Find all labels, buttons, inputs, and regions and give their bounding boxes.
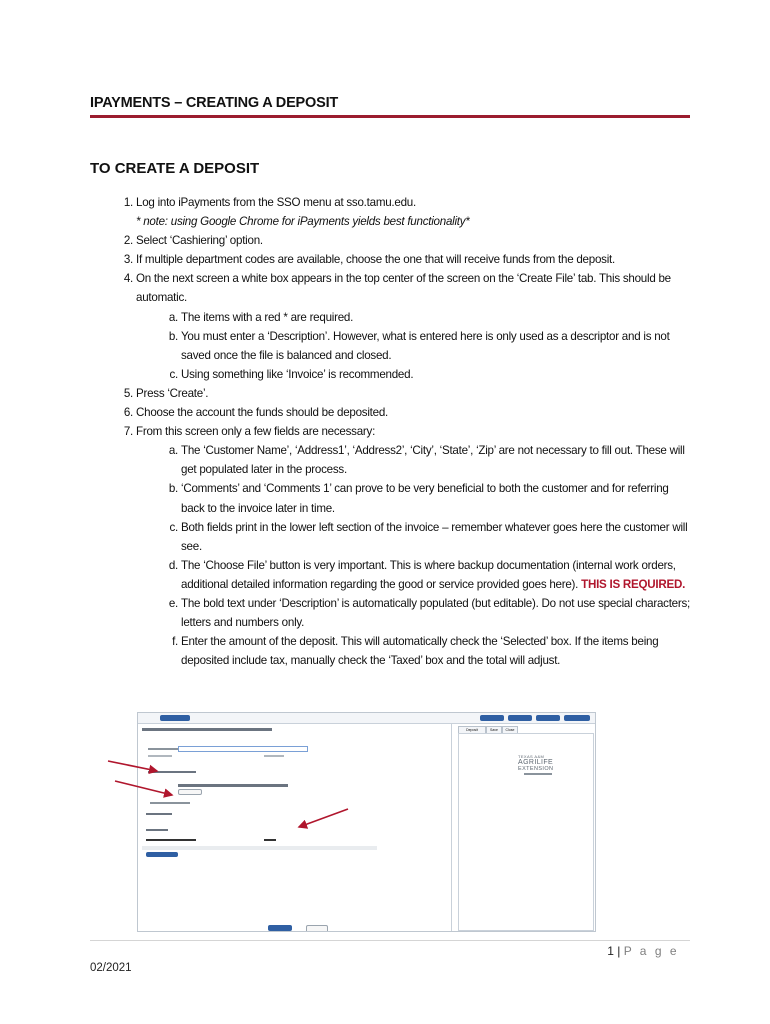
screenshot-preview-text xyxy=(524,773,552,775)
ipayments-screenshot xyxy=(137,712,596,932)
screenshot-toolbar-button xyxy=(508,715,532,721)
agrilife-logo: TEXAS A&M AGRILIFE EXTENSION xyxy=(518,754,554,772)
step-6: 6. Choose the account the funds should be deposited. xyxy=(136,403,690,422)
required-notice: THIS IS REQUIRED. xyxy=(581,577,686,591)
screenshot-menu-button xyxy=(160,715,190,721)
step-5: 5. Press ‘Create’. xyxy=(136,384,690,403)
screenshot-toolbar-button xyxy=(564,715,590,721)
screenshot-add-button xyxy=(146,852,178,857)
substep: b. You must enter a ‘Description’. However, what is entered here is only used as a descriptor and is not saved once the file is balanced and closed. xyxy=(181,327,690,365)
substep: a. The ‘Customer Name’, ‘Address1’, ‘Address2’, ‘City’, ‘State’, ‘Zip’ are not necessary to fill out. These will get populated later in the process. xyxy=(181,441,690,479)
substep-choose-file: d. The ‘Choose File’ button is very important. This is where backup documentation (internal work orders, additional detailed information regarding the good or service provided goes here). THIS IS REQUIRED. xyxy=(181,556,690,594)
screenshot-comment-line xyxy=(148,771,196,773)
screenshot-label xyxy=(146,813,172,815)
substep: b. ‘Comments’ and ‘Comments 1’ can prove to be very beneficial to both the customer and for referring back to the invoice later in time. xyxy=(181,479,690,517)
screenshot-form-pane xyxy=(138,724,452,931)
title-rule xyxy=(90,115,690,118)
screenshot-label xyxy=(146,829,168,831)
screenshot-toolbar-button xyxy=(480,715,504,721)
document-title: IPAYMENTS – CREATING A DEPOSIT xyxy=(90,95,339,111)
footer-rule xyxy=(90,940,690,941)
step-4: 4. On the next screen a white box appears in the top center of the screen on the ‘Create File’ tab. This should be automatic. a. The items with a red * are required. b. You must enter a ‘Description’. However, what is entered here is only used as a descriptor and is not saved once the file is balanced and closed. c. Using something like ‘Invoice’ is recommended. xyxy=(136,269,690,384)
chrome-note: * note: using Google Chrome for iPayments yields best functionality* xyxy=(136,215,470,229)
step-7-substeps xyxy=(136,441,690,670)
footer-date: 02/2021 xyxy=(90,962,132,974)
substep: c. Both fields print in the lower left section of the invoice – remember whatever goes here the customer will see. xyxy=(181,518,690,556)
screenshot-create-button xyxy=(268,925,292,931)
screenshot-title-bar xyxy=(142,728,272,731)
page-number: 1 | P a g e xyxy=(607,944,679,958)
step-3: 3. If multiple department codes are available, choose the one that will receive funds from the deposit. xyxy=(136,250,690,269)
screenshot-amount xyxy=(264,839,276,841)
steps-body xyxy=(90,193,690,670)
screenshot-toolbar-button xyxy=(536,715,560,721)
screenshot-label xyxy=(148,748,178,750)
screenshot-tab: Deposit xyxy=(458,726,486,734)
substep: a. The items with a red * are required. xyxy=(181,308,690,327)
screenshot-label xyxy=(150,802,190,804)
screenshot-side-pane xyxy=(456,724,595,931)
screenshot-tab: Save xyxy=(486,726,502,734)
step-1: 1. Log into iPayments from the SSO menu at sso.tamu.edu. * note: using Google Chrome for iPayments yields best functionality* xyxy=(136,193,690,231)
section-title: TO CREATE A DEPOSIT xyxy=(90,160,260,177)
substep: e. The bold text under ‘Description’ is automatically populated (but editable). Do not use special characters; letters and numbers only. xyxy=(181,594,690,632)
screenshot-cancel-button xyxy=(306,925,328,932)
screenshot-toolbar xyxy=(138,713,595,724)
screenshot-description xyxy=(146,839,196,841)
screenshot-file-text xyxy=(178,784,288,787)
screenshot-total-row xyxy=(142,846,377,850)
screenshot-tab: Close xyxy=(502,726,518,734)
screenshot-name-input xyxy=(178,746,308,752)
substep: f. Enter the amount of the deposit. This will automatically check the ‘Selected’ box. If the items being deposited include tax, manually check the ‘Taxed’ box and the total will adjust. xyxy=(181,632,690,670)
steps-list xyxy=(90,193,690,670)
screenshot-label xyxy=(264,755,284,757)
step-2: 2. Select ‘Cashiering’ option. xyxy=(136,231,690,250)
step-4-substeps xyxy=(136,308,690,384)
step-7: 7. From this screen only a few fields are necessary: a. The ‘Customer Name’, ‘Address1’, ‘Address2’, ‘City’, ‘State’, ‘Zip’ are not necessary to fill out. These will get populated later in the process. b. ‘Comments’ and ‘Comments 1’ can prove to be very beneficial to both the customer and for referring back to the invoice later in time. c. Both fields print in the lower left section of the invoice – remember whatever goes here the customer will see. d. The ‘Choose File’ button is very important. This is where backup documentation (internal work orders, additional detailed information regarding the good or service provided goes here). THIS IS REQUIRED. e. The bold text under ‘Description’ is automatically populated (but editable). Do not use special characters; letters and numbers only. f. Enter the amount of the deposit. This will automatically check the ‘Selected’ box. If the items being deposited include tax, manually check the ‘Taxed’ box and the total will adjust. xyxy=(136,422,690,670)
screenshot-choose-file xyxy=(178,789,202,795)
screenshot-label xyxy=(148,755,172,757)
substep: c. Using something like ‘Invoice’ is recommended. xyxy=(181,365,690,384)
